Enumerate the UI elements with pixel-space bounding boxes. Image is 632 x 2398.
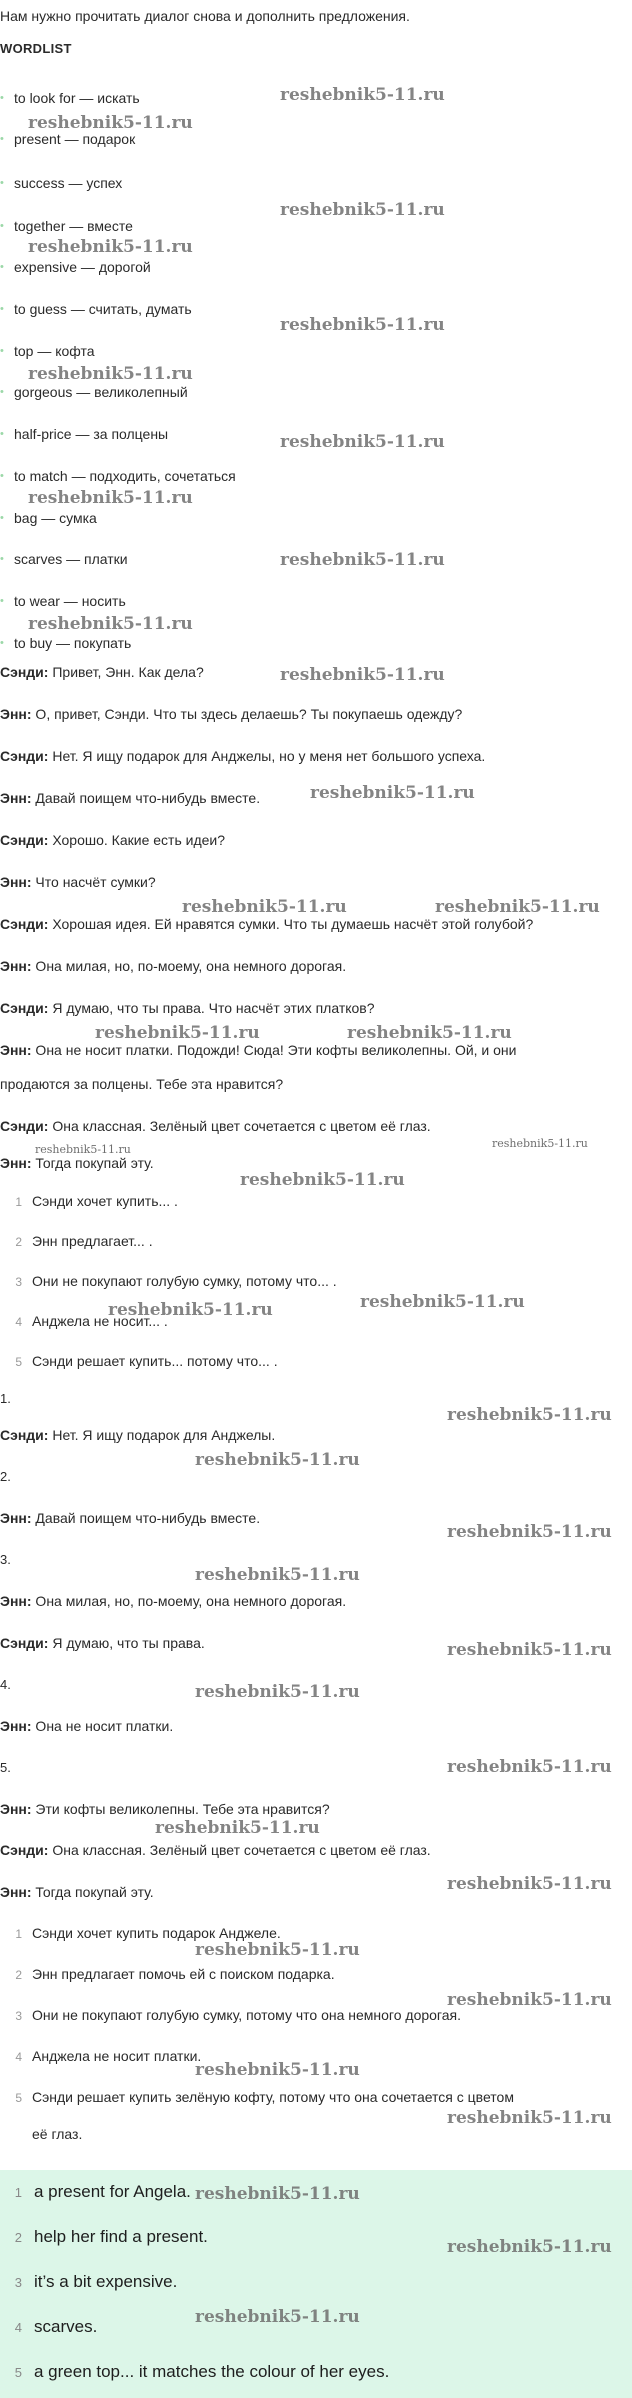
analysis-line: Сэнди: Я думаю, что ты права. [0, 1635, 205, 1651]
wordlist-item: • present — подарок [14, 131, 135, 147]
wordlist-item: • half-price — за полцены [14, 426, 168, 442]
wordlist-item: • expensive — дорогой [14, 259, 151, 275]
completed-sentence: 5 Сэнди решает купить зелёную кофту, потому что она сочетается с цветом [15, 2089, 514, 2105]
completed-sentence: 2 Энн предлагает помочь ей с поиском подарка. [15, 1966, 335, 1982]
answer-item: 4 scarves. [14, 2317, 98, 2336]
wordlist-item: • bag — сумка [14, 510, 97, 526]
dialog-line: продаются за полцены. Тебе эта нравится? [0, 1076, 284, 1092]
watermark: reshebnik5-11.ru [35, 1143, 131, 1156]
watermark: reshebnik5-11.ru [447, 1405, 612, 1425]
answer-item: 3 it’s a bit expensive. [14, 2272, 178, 2291]
wordlist-item: • scarves — платки [14, 551, 128, 567]
completed-sentence: 3 Они не покупают голубую сумку, потому что она немного дорогая. [15, 2007, 461, 2023]
watermark: reshebnik5-11.ru [28, 113, 193, 133]
answer-item: 1 a present for Angela. [14, 2182, 191, 2201]
wordlist-item: • together — вместе [14, 218, 133, 234]
question-item: 5 Сэнди решает купить... потому что... . [15, 1353, 278, 1369]
wordlist-item: • top — кофта [14, 343, 95, 359]
completed-sentence: 4 Анджела не носит платки. [15, 2048, 202, 2064]
wordlist-item: • success — успех [14, 175, 122, 191]
watermark: reshebnik5-11.ru [195, 1450, 360, 1470]
watermark: reshebnik5-11.ru [28, 614, 193, 634]
wordlist-item: • gorgeous — великолепный [14, 384, 188, 400]
analysis-number: 3. [0, 1552, 11, 1567]
dialog-line: Энн: Давай поищем что-нибудь вместе. [0, 790, 261, 806]
watermark: reshebnik5-11.ru [182, 897, 347, 917]
watermark: reshebnik5-11.ru [447, 1522, 612, 1542]
analysis-number: 2. [0, 1469, 11, 1484]
watermark: reshebnik5-11.ru [435, 897, 600, 917]
question-item: 3 Они не покупают голубую сумку, потому что... . [15, 1273, 337, 1289]
watermark: reshebnik5-11.ru [280, 550, 445, 570]
watermark: reshebnik5-11.ru [447, 1757, 612, 1777]
answer-item: 2 help her find a present. [14, 2227, 208, 2246]
wordlist-item: • to wear — носить [14, 593, 126, 609]
dialog-line: Энн: Что насчёт сумки? [0, 874, 156, 890]
watermark: reshebnik5-11.ru [447, 1640, 612, 1660]
watermark: reshebnik5-11.ru [195, 2060, 360, 2080]
dialog-line: Энн: Тогда покупай эту. [0, 1155, 154, 1171]
watermark: reshebnik5-11.ru [280, 200, 445, 220]
watermark: reshebnik5-11.ru [447, 1874, 612, 1894]
watermark: reshebnik5-11.ru [155, 1818, 320, 1838]
watermark: reshebnik5-11.ru [447, 1990, 612, 2010]
watermark: reshebnik5-11.ru [492, 1137, 588, 1150]
dialog-line: Энн: О, привет, Сэнди. Что ты здесь делаешь? Ты покупаешь одежду? [0, 706, 463, 722]
analysis-line: Сэнди: Нет. Я ищу подарок для Анджелы. [0, 1427, 276, 1443]
dialog-line: Сэнди: Привет, Энн. Как дела? [0, 664, 204, 680]
wordlist-item: • to look for — искать [14, 90, 140, 106]
wordlist-item: • to match — подходить, сочетаться [14, 468, 236, 484]
analysis-line: Энн: Она не носит платки. [0, 1718, 174, 1734]
intro-text: Нам нужно прочитать диалог снова и дополнить предложения. [0, 8, 410, 24]
dialog-line: Сэнди: Она классная. Зелёный цвет сочетается с цветом её глаз. [0, 1118, 431, 1134]
analysis-number: 1. [0, 1391, 11, 1406]
question-item: 4 Анджела не носит... . [15, 1313, 168, 1329]
analysis-number: 5. [0, 1760, 11, 1775]
watermark: reshebnik5-11.ru [28, 364, 193, 384]
question-item: 1 Сэнди хочет купить... . [15, 1193, 178, 1209]
analysis-line: Энн: Давай поищем что-нибудь вместе. [0, 1510, 261, 1526]
watermark: reshebnik5-11.ru [280, 85, 445, 105]
analysis-line: Энн: Она милая, но, по-моему, она немного дорогая. [0, 1593, 347, 1609]
analysis-line: Энн: Эти кофты великолепны. Тебе эта нравится? [0, 1801, 330, 1817]
watermark: reshebnik5-11.ru [195, 1940, 360, 1960]
answer-item: 5 a green top... it matches the colour of her eyes. [14, 2362, 390, 2381]
watermark: reshebnik5-11.ru [95, 1023, 260, 1043]
watermark: reshebnik5-11.ru [28, 488, 193, 508]
analysis-number: 4. [0, 1677, 11, 1692]
watermark: reshebnik5-11.ru [195, 1682, 360, 1702]
watermark: reshebnik5-11.ru [195, 2184, 360, 2204]
wordlist-item: • to buy — покупать [14, 635, 131, 651]
watermark: reshebnik5-11.ru [280, 665, 445, 685]
watermark: reshebnik5-11.ru [280, 432, 445, 452]
watermark: reshebnik5-11.ru [447, 2108, 612, 2128]
dialog-line: Сэнди: Хорошая идея. Ей нравятся сумки. Что ты думаешь насчёт этой голубой? [0, 916, 534, 932]
analysis-line: Сэнди: Она классная. Зелёный цвет сочетается с цветом её глаз. [0, 1842, 431, 1858]
dialog-line: Сэнди: Хорошо. Какие есть идеи? [0, 832, 226, 848]
dialog-line: Сэнди: Я думаю, что ты права. Что насчёт этих платков? [0, 1000, 375, 1016]
dialog-line: Энн: Она милая, но, по-моему, она немного дорогая. [0, 958, 347, 974]
watermark: reshebnik5-11.ru [347, 1023, 512, 1043]
watermark: reshebnik5-11.ru [310, 783, 475, 803]
watermark: reshebnik5-11.ru [195, 2307, 360, 2327]
completed-sentence: 1 Сэнди хочет купить подарок Анджеле. [15, 1925, 281, 1941]
dialog-line: Сэнди: Нет. Я ищу подарок для Анджелы, но у меня нет большого успеха. [0, 748, 486, 764]
analysis-line: Энн: Тогда покупай эту. [0, 1884, 154, 1900]
question-item: 2 Энн предлагает... . [15, 1233, 153, 1249]
watermark: reshebnik5-11.ru [447, 2237, 612, 2257]
wordlist-title: WORDLIST [0, 41, 72, 56]
dialog-line: Энн: Она не носит платки. Подожди! Сюда! Эти кофты великолепны. Ой, и они [0, 1042, 517, 1058]
watermark: reshebnik5-11.ru [240, 1170, 405, 1190]
watermark: reshebnik5-11.ru [360, 1292, 525, 1312]
wordlist-item: • to guess — считать, думать [14, 301, 192, 317]
watermark: reshebnik5-11.ru [108, 1300, 273, 1320]
watermark: reshebnik5-11.ru [280, 315, 445, 335]
watermark: reshebnik5-11.ru [28, 237, 193, 257]
watermark: reshebnik5-11.ru [195, 1565, 360, 1585]
completed-sentence-continuation: её глаз. [32, 2126, 83, 2142]
